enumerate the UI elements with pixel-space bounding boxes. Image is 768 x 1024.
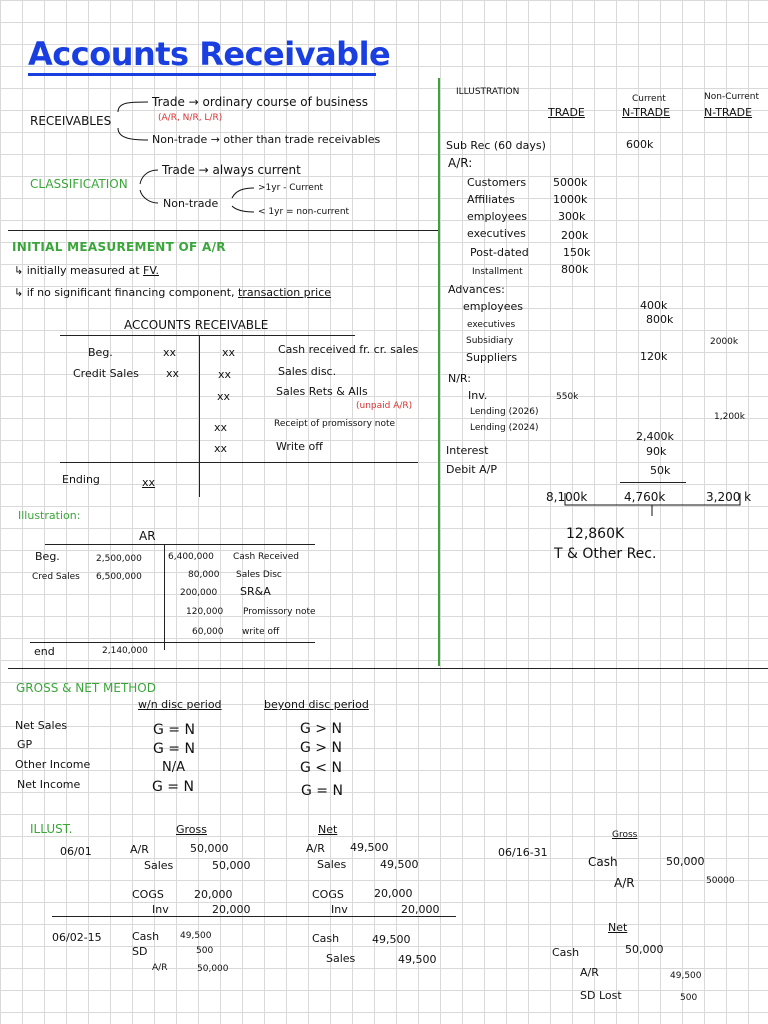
ntrade-total-line [620, 482, 686, 483]
illustration-credit-label: SR&A [240, 585, 271, 598]
net2-cash: Cash [312, 932, 340, 945]
illustration-end-label: end [34, 645, 55, 658]
illustration-total-line [30, 642, 315, 643]
illustration-credit-label: write off [242, 627, 280, 637]
r-ar: A/R [614, 876, 635, 890]
classification-trade: Trade → always current [162, 163, 301, 177]
nr-item-amt: 2,400k [636, 430, 674, 443]
taccount-right-amt: xx [222, 346, 236, 359]
illustration-credit-amt: 60,000 [192, 627, 224, 637]
total-ntrade: 4,760k [624, 490, 666, 504]
illustration-cred-sales-amt: 6,500,000 [96, 572, 142, 582]
net-ar: A/R [306, 842, 325, 855]
receivables-label: RECEIVABLES [30, 114, 112, 128]
gross-net-row-label: Other Income [15, 758, 91, 771]
net-inv: Inv [331, 903, 348, 916]
illustration-account: AR [139, 529, 156, 543]
gross-net-row-c2: G > N [300, 721, 342, 737]
classification-over-1yr: >1yr - Current [258, 183, 324, 193]
ar-item-label: Affiliates [467, 193, 515, 206]
taccount-beg-label: Beg. [88, 346, 113, 359]
illustration-credit-amt: 80,000 [188, 570, 220, 580]
gross-header: Gross [176, 823, 207, 836]
illustration-credit-amt: 6,400,000 [168, 552, 214, 562]
nr-label: N/R: [448, 372, 471, 385]
taccount-right-label: Receipt of promissory note [274, 419, 396, 429]
ar-item-amt: 300k [558, 210, 586, 223]
gross2-sd-amt: 500 [196, 946, 214, 956]
illustration-label: Illustration: [18, 509, 81, 522]
gross-net-row-c1: N/A [162, 760, 185, 775]
advance-item-label: Suppliers [466, 351, 518, 364]
sub-rec-label: Sub Rec (60 days) [446, 139, 546, 152]
r-net-cash: Cash [552, 946, 580, 959]
illustration-top-line [45, 544, 315, 545]
gross-net-divider [8, 668, 768, 669]
gross-net-row-label: Net Sales [15, 719, 68, 732]
illustration-center-line [164, 544, 165, 650]
date-0602-15: 06/02-15 [52, 931, 102, 944]
gross-inv-amt: 20,000 [212, 903, 251, 916]
gross-sales-amt: 50,000 [212, 859, 251, 872]
unpaid-ar-note: (unpaid A/R) [356, 401, 413, 411]
ar-item-label: executives [467, 227, 526, 240]
page-title: Accounts Receivable [28, 35, 391, 73]
net-cogs-amt: 20,000 [374, 887, 413, 900]
ar-item-amt: 800k [561, 263, 589, 276]
total-trade: 8,100k [546, 490, 588, 504]
column-divider [438, 78, 440, 666]
taccount-right-label: Sales disc. [278, 365, 337, 378]
gross-net-col2: beyond disc period [264, 698, 369, 711]
r-ar-amt: 50000 [706, 876, 735, 886]
taccount-right-amt: xx [218, 368, 232, 381]
gross2-cash-amt: 49,500 [180, 931, 212, 941]
r-net-ar-amt: 49,500 [670, 971, 702, 981]
ar-item-label: Installment [472, 267, 523, 277]
debit-ap-label: Debit A/P [446, 463, 497, 476]
taccount-beg-amt: xx [163, 346, 177, 359]
net2-cash-amt: 49,500 [372, 933, 411, 946]
ar-item-amt: 1000k [553, 193, 588, 206]
section-divider [8, 230, 438, 231]
illustration-beg-label: Beg. [35, 550, 60, 563]
advance-item-label: employees [463, 300, 524, 313]
gross-net-row-c2: G > N [300, 740, 342, 756]
nr-item-label: Lending (2024) [470, 423, 539, 433]
r-net-cash-amt: 50,000 [625, 943, 664, 956]
advance-item-label: Subsidiary [466, 336, 514, 346]
gross2-ar-amt: 50,000 [197, 964, 229, 974]
grand-total: 12,860K [566, 526, 625, 542]
taccount-right-amt: xx [217, 390, 231, 403]
sub-rec-amt: 600k [626, 138, 654, 151]
taccount-right-label: Write off [276, 440, 323, 453]
taccount-right-amt: xx [214, 421, 228, 434]
nr-item-amt: 1,200k [714, 412, 745, 422]
trade-examples: (A/R, N/R, L/R) [158, 113, 223, 123]
taccount-center-line [199, 335, 200, 497]
r-cash: Cash [588, 855, 618, 869]
illustration-credit-amt: 120,000 [186, 607, 224, 617]
gross-ar-amt: 50,000 [190, 842, 229, 855]
gross-net-row-c2: G = N [301, 783, 343, 799]
initial-line1: ↳ initially measured at FV. [14, 264, 159, 277]
col-ntrade-noncurrent: N-TRADE [704, 106, 753, 119]
net-sales-amt: 49,500 [380, 858, 419, 871]
gross-inv: Inv [152, 903, 169, 916]
net-inv-amt: 20,000 [401, 903, 440, 916]
interest-label: Interest [446, 444, 489, 457]
illust-divider [52, 916, 456, 917]
gross-net-row-label: Net Income [17, 778, 81, 791]
gross-net-row-c1: G = N [153, 741, 195, 757]
r-net-header: Net [608, 921, 628, 934]
classification-under-1yr: < 1yr = non-current [258, 207, 350, 217]
gross2-sd: SD [132, 945, 148, 958]
illustration-end-amt: 2,140,000 [102, 646, 148, 656]
advances-label: Advances: [448, 283, 505, 296]
illustration-credit-label: Promissory note [243, 607, 316, 617]
taccount-ending-label: Ending [62, 473, 100, 486]
advance-item-amt: 800k [646, 313, 674, 326]
advance-item-amt: 400k [640, 299, 668, 312]
gross-net-row-c2: G < N [300, 760, 342, 776]
nontrade-definition: Non-trade → other than trade receivables [152, 133, 381, 146]
debit-ap-amt: 50k [650, 464, 671, 477]
taccount-right-label: Cash received fr. cr. sales [278, 343, 419, 356]
ar-item-label: Customers [467, 176, 527, 189]
advance-item-amt: 2000k [710, 337, 739, 347]
illust-label: ILLUST. [30, 822, 73, 836]
gross-net-row-c1: G = N [153, 722, 195, 738]
net2-sales: Sales [326, 952, 356, 965]
nr-item-label: Inv. [468, 389, 488, 402]
ar-item-label: Post-dated [470, 246, 529, 259]
taccount-right-amt: xx [214, 442, 228, 455]
r-net-ar: A/R [580, 966, 599, 979]
gross-net-col1: w/n disc period [138, 698, 222, 711]
taccount-title: ACCOUNTS RECEIVABLE [124, 318, 269, 332]
interest-amt: 90k [646, 445, 667, 458]
gross2-cash: Cash [132, 930, 160, 943]
total-noncurrent: 3,200 k [706, 490, 752, 504]
taccount-right-label: Sales Rets & Alls [276, 385, 368, 398]
col-trade: TRADE [548, 106, 585, 119]
taccount-top-line [60, 335, 355, 336]
illustration-cred-sales-label: Cred Sales [32, 572, 80, 582]
net-sales: Sales [317, 858, 347, 871]
ar-item-amt: 200k [561, 229, 589, 242]
taccount-total-line [60, 462, 418, 463]
ar-item-amt: 150k [563, 246, 591, 259]
gross-cogs-amt: 20,000 [194, 888, 233, 901]
illustration-beg-amt: 2,500,000 [96, 554, 142, 564]
ar-item-amt: 5000k [553, 176, 588, 189]
trade-definition: Trade → ordinary course of business [152, 95, 368, 109]
nr-item-label: Lending (2026) [470, 407, 539, 417]
classification-label: CLASSIFICATION [30, 177, 128, 191]
illustration-credit-label: Sales Disc [236, 570, 282, 580]
taccount-credit-sales-amt: xx [166, 367, 180, 380]
col-noncurrent: Non-Current [704, 92, 759, 102]
date-0601: 06/01 [60, 845, 92, 858]
initial-line2: ↳ if no significant financing component, transaction price [14, 286, 332, 299]
taccount-ending-amt: xx [142, 476, 156, 489]
col-current: Current [632, 94, 666, 104]
gross-net-row-c1: G = N [152, 779, 194, 795]
gross-sales: Sales [144, 859, 174, 872]
net-header: Net [318, 823, 338, 836]
advance-item-label: executives [467, 320, 516, 330]
gross-ar: A/R [130, 843, 149, 856]
classification-nontrade: Non-trade [163, 197, 219, 210]
gross2-ar: A/R [152, 963, 168, 973]
r-sd-lost: SD Lost [580, 989, 622, 1002]
gross-net-row-label: GP [17, 738, 33, 751]
taccount-credit-sales-label: Credit Sales [73, 367, 139, 380]
nr-item-amt: 550k [556, 392, 579, 402]
col-ntrade: N-TRADE [622, 106, 671, 119]
net2-sales-amt: 49,500 [398, 953, 437, 966]
r-gross-header: Gross [612, 830, 638, 840]
ar-item-label: employees [467, 210, 528, 223]
net-cogs: COGS [312, 888, 344, 901]
r-sd-lost-amt: 500 [680, 993, 698, 1003]
advance-item-amt: 120k [640, 350, 668, 363]
net-ar-amt: 49,500 [350, 841, 389, 854]
r-cash-amt: 50,000 [666, 855, 705, 868]
gross-net-heading: GROSS & NET METHOD [16, 681, 156, 695]
gross-cogs: COGS [132, 888, 164, 901]
initial-measurement-heading: INITIAL MEASUREMENT OF A/R [12, 240, 226, 254]
grand-total-label: T & Other Rec. [554, 546, 657, 562]
date-0616-31: 06/16-31 [498, 846, 548, 859]
illustration-heading: ILLUSTRATION [456, 87, 520, 97]
illustration-credit-label: Cash Received [233, 552, 300, 562]
illustration-credit-amt: 200,000 [180, 588, 218, 598]
ar-label: A/R: [448, 156, 473, 170]
